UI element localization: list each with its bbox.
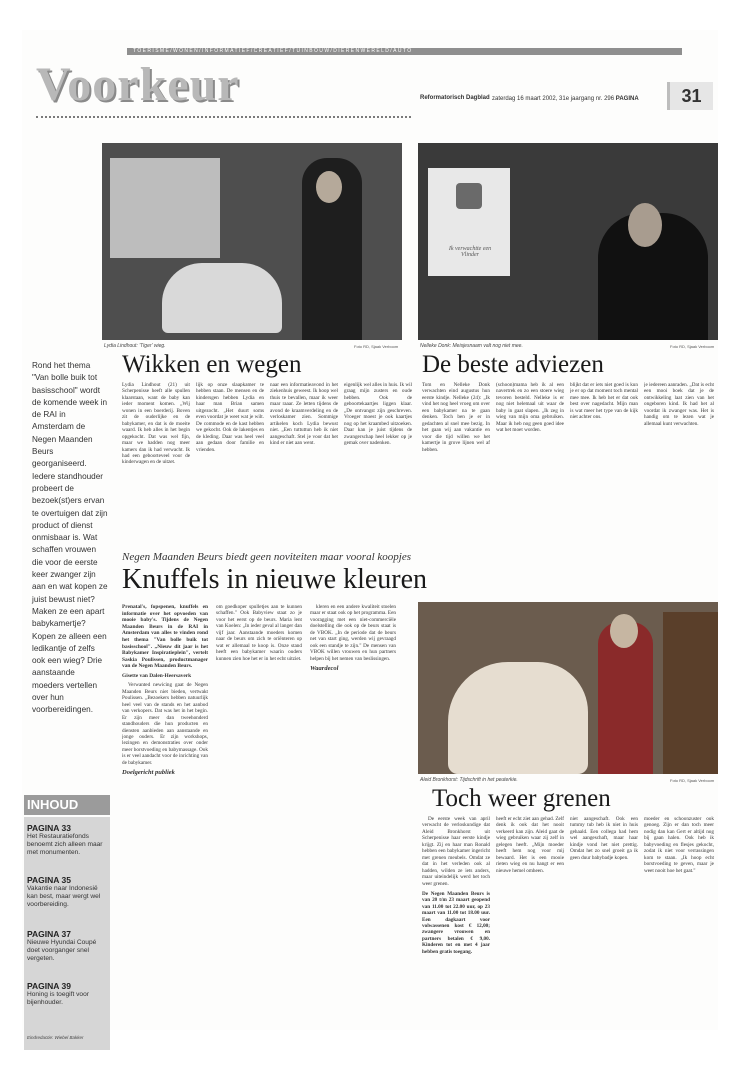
article-column: lijk op onze slaapkamer te hebben staan. De mensen en de kindersgen hebben Lydia en haar man Brian samen uitgezocht. „Het duurt soms even voordat je weet wat je wilt. De commode en de kast hebben we gekocht. Ook de lakentjes en de kleding. Daar was heel veel aan gedaan door familie en vrienden. [196, 382, 264, 453]
photo-window [110, 158, 220, 258]
article-paragraph: kleren en een andere kwaliteit stoelen maar er staat ook op het programma. Een vooragging met een niet-commerciële doelstelling die ook op de beurs staat is de VBOK. „In de periode dat de beurs net van start ging, werden wij gevraagd ook een standje te zijn." De mensen van VBOK willen vrouwen en hun partners helpen bij het nemen van beslissingen. [310, 604, 396, 662]
article-lead: Prenatal's, fopspenen, knuffels en informatie over het opvoeden van mooie baby's. Tijdens de Negen Maanden Beurs in de RAI in Amsterdam van alles te vinden rond het thema "Van bolle buik tot basisschool". „Nieuw dit jaar is het Babykamer Inspiratieplein", vertelt Saskia Poulissen, productmanager van de Negen Maanden Beurs. [122, 604, 208, 670]
article-headline: Wikken en wegen [122, 351, 302, 378]
article-column: blijkt dat er iets niet goed is kun je er op dat moment toch mental mee mee. Ik heb het er dat ook best over nagedacht. Mijn man is wat meer het type van de kijk niet achter ons. [570, 382, 638, 421]
contents-page: PAGINA 39 [27, 981, 71, 991]
photo-caption: Nelleke Donk: Meisjesnaam valt nog niet mee. [420, 343, 523, 349]
article-byline: Gisette van Dalen-Heersaverk [122, 672, 192, 679]
photo-cradle [162, 263, 282, 333]
page-number: 31 [667, 82, 713, 110]
photo-face [316, 171, 342, 203]
intro-text: Rond het thema "Van bolle buik tot basisschool" wordt de komende week in de RAI in Amsterdam de Negen Maanden Beurs georganiseerd. Iedere standhouder probeert de bezoek(st)ers ervan te overtuigen dat zijn product of dienst onmisbaar is. Wat schaffen vrouwen die voor de eerste keer zwanger zijn aan en wat kopen ze juist bewust niet? Maken ze een apart babykamertje? Kopen ze alleen een ledikantje of zelfs ook een wieg? Drie aanstaande moeders vertellen over hun voorbereidingen. [32, 361, 108, 715]
article-subhead: Waardecol [310, 665, 339, 673]
photo-cabinet [663, 612, 718, 774]
article-kicker: Negen Maanden Beurs biedt geen noviteiten maar vooral koopjes [122, 551, 411, 563]
article-column [422, 816, 490, 1036]
photo-face [628, 203, 662, 247]
contents-title: INHOUD [24, 795, 110, 815]
contents-text: Nieuwe Hyundai Coupé doet voorganger snel vergeten. [27, 939, 97, 962]
article-column: heeft er echt ziet aan gehad. Zelf denk ik ook dat het nooit verkeerd kan zijn. Aleid gaat de wieg gebruiken waar zij zelf in gelegen heeft. „Mijn moeder heeft hem nog voor mij bewaard. Het is een mooie rieten wieg en nu hangt er een nieuwe hemel omheen. [496, 816, 564, 874]
article-column [122, 604, 208, 1036]
issue-date: zaterdag 16 maart 2002, 31e jaargang nr. 296 [492, 96, 615, 102]
article-column: (schoon)mama heb ik al een navertrek en zo een stoere wieg tevoren besteld. Nelleke is er nog niet helemaal uit waar de baby in gaat slapen. „Ik zeg in wieg van mijn oma gebruiken. Maar ik heb nog geen goed idee wat het moet worden. [496, 382, 564, 434]
article-headline: Knuffels in nieuwe kleuren [122, 564, 428, 595]
section-topbar: TOERISME/WONEN/INFORMATIEF/CREATIEF/TUINBOUW/DIERENWERELD/AUTO [127, 48, 682, 55]
photo-caption: Aleid Bronkhorst: Tijdschrift in het peuterkie. [420, 777, 518, 783]
page-label: PAGINA [615, 96, 639, 102]
card-text: Ik verwachtte een Vlinder [448, 246, 492, 258]
photo-lydia [102, 143, 402, 340]
contents-text: Vakantie naar Indonesië kan best, maar wergt wel voorbereiding. [27, 885, 101, 908]
article-paragraph: Verwanted newicing gaat de Negen Maanden Beurs niet bieden, vertwakt Poulissen. „Bezoekers hebben natuurlijk heel veel van de stands en het aanbod van verkopers. Dat was het in het begin. Er zijn meer dan tweehonderd standhouders die hun producten en diensten aanbieden aan aanstaande en jonge ouders. Er zijn workshops, lezingen en demonstraties over onder meer borstvoeding en babymassage. Ook is er veel aandacht voor de inrichting van de babykamer. [122, 682, 208, 766]
contents-item [27, 929, 109, 963]
article-paragraph: De eerste week van april verwacht de verloskundige dat Aleid Bronkhorst uit Scherpenisse haar eerste kindje krijgt. Zij en haar man Ronald hebben een babykamer ingericht met grenen meubels. Omdat ze dat in het verleden ook al hadden, wilden ze iets anders, maar uiteindelijk werd het toch weer grenen. [422, 816, 490, 887]
dateline [492, 96, 639, 102]
article-column: Tom en Nelleke Donk verwachten eind augustus hun eerste kindje. Nelleke (24): „Ik vind het nog heel vroeg om over een babykamer na te gaan denken. Toch ben je er in gedachten al snel mee bezig. In het gaan wij aan vakantie en voor die tijd willen we het kamertje in grove lijnen wel af hebben. [422, 382, 490, 453]
article-column: je iedereen aanraden. „Dat is echt een mooi boek dat je de ontwikkeling laat zien van het ongeboren kind. Ik had het al voordat ik zwanger was. Het is handig om te lezen wat je allemaal kunt verwachten. [644, 382, 714, 427]
photo-caption: Lydia Lindhout: 'Tiger' wieg. [104, 343, 166, 349]
article-column: eigenlijk wel alles in huis. Ik wil graag mijn zusters en oude hebben. Ook de geboortekaartjes liggen klaar. „De ontvangst zijn geschreven. Vroeger moest je ook kaartjes nog op het kraambed uitzoeken. Daar kan je juist tijdens de zwangerschap heel lekker op je gemak over nadenken. [344, 382, 412, 447]
article-headline: Toch weer grenen [432, 785, 611, 812]
article-column [310, 604, 396, 1036]
contents-body [24, 817, 110, 1050]
photo-face [610, 614, 638, 648]
contents-item [27, 875, 109, 909]
info-box: De Negen Maanden Beurs is van 20 t/m 23 maart geopend van 11.00 tot 22.00 uur, op 23 maart van 11.00 tot 18.00 uur. Een dagkaart voor volwassenen kost € 12,00; zwangere vrouwen en partners betalen € 9,00. Kinderen tot en met 4 jaar hebben gratis toegang. [422, 890, 490, 955]
contents-credit: Eindredactie: Wiebel Bakker [27, 1035, 84, 1040]
photo-credit: Foto RD, Sjaak Verboom [670, 344, 715, 349]
article-column: Lydia Lindhout (21) uit Scherpenisse heeft alle spullen klaarstaan, want de baby kan ieder moment komen. „Wij wonen in een boerderij. Boven zit de ouderlijke en de babykamer, en dat is de moeite waard. Ik heb alles in het begin opgekocht. Dat was wel fijn, maar we hadden nog meer kamers dan ik had verwacht. Ik had een geboorteveel voor de kinderwagen en de uitzet. [122, 382, 190, 466]
photo-nelleke [418, 143, 718, 340]
contents-page: PAGINA 33 [27, 823, 71, 833]
photo-aleid [418, 602, 718, 774]
masthead-divider [36, 116, 411, 118]
contents-page: PAGINA 35 [27, 875, 71, 885]
contents-item [27, 823, 109, 857]
paper-name: Reformatorisch Dagblad [420, 95, 490, 101]
article-column: naar een informatieavond in het ziekenhuis geweest. Ik hoop wel thuis te bevallen, maar ik weer maar raaar. Ze letten tijdens de avond de kraamverdeling en de verloskamer zien. Sommige artikelen koch Lydia bewust niet. „Een tuttuttun heb ik niet aangeschaft. Stel je voor dat het kind er niet aan went. [270, 382, 338, 447]
photo-credit: Foto RD, Sjaak Verboom [354, 344, 399, 349]
article-subhead: Doelgericht publiek [122, 769, 175, 777]
contents-text: Het Restauratiefonds benoemt zich alleen maar met monumenten. [27, 833, 103, 856]
photo-credit: Foto RD, Sjaak Verboom [670, 778, 715, 783]
photo-cradle [448, 662, 588, 774]
contents-item [27, 981, 109, 1007]
article-column: niet aangeschaft. Ook een tummy tub heb ik niet in huis gehaald. Een collega had hem wel aangeschaft, maar haar kindje vond het niet prettig. Omdat het zo snel groeit ga ik geen duur babybadje kopen. [570, 816, 638, 861]
photo-logo [456, 183, 482, 209]
contents-box [24, 795, 114, 1050]
section-title: Voorkeur [36, 58, 240, 111]
newspaper-page [22, 30, 718, 1040]
article-column: om goedkoper spulletjes aan te kunnen schaffen." Ook Babyview staat zo je voor het eerst op de beurs. Maria lent van Koelen: „In ieder geval al langer dan vijf jaar. Aanstaande moeders komen naar de beurs om zich te oriënteren op wat er allemaal te koop is. Onze stand heeft een babykamer waarin ouders kunnen zien hoe het er in het echt uitziet. [216, 604, 302, 662]
contents-page: PAGINA 37 [27, 929, 71, 939]
article-column: moeder en schoonzuster ook genoeg. Zijn er dan toch meer nodig dan kan Gert er altijd nog bij gaan halen. Ook heb ik babyvoeding en flesjes gekocht, zodat ik niet voor verrassingen kom te staan. „Ik hoop echt borstvoeding te geven, maar je weet nooit hoe het gaat." [644, 816, 714, 874]
article-headline: De beste adviezen [422, 351, 604, 378]
contents-text: Honing is toegift voor bijenhouder. [27, 991, 89, 1006]
